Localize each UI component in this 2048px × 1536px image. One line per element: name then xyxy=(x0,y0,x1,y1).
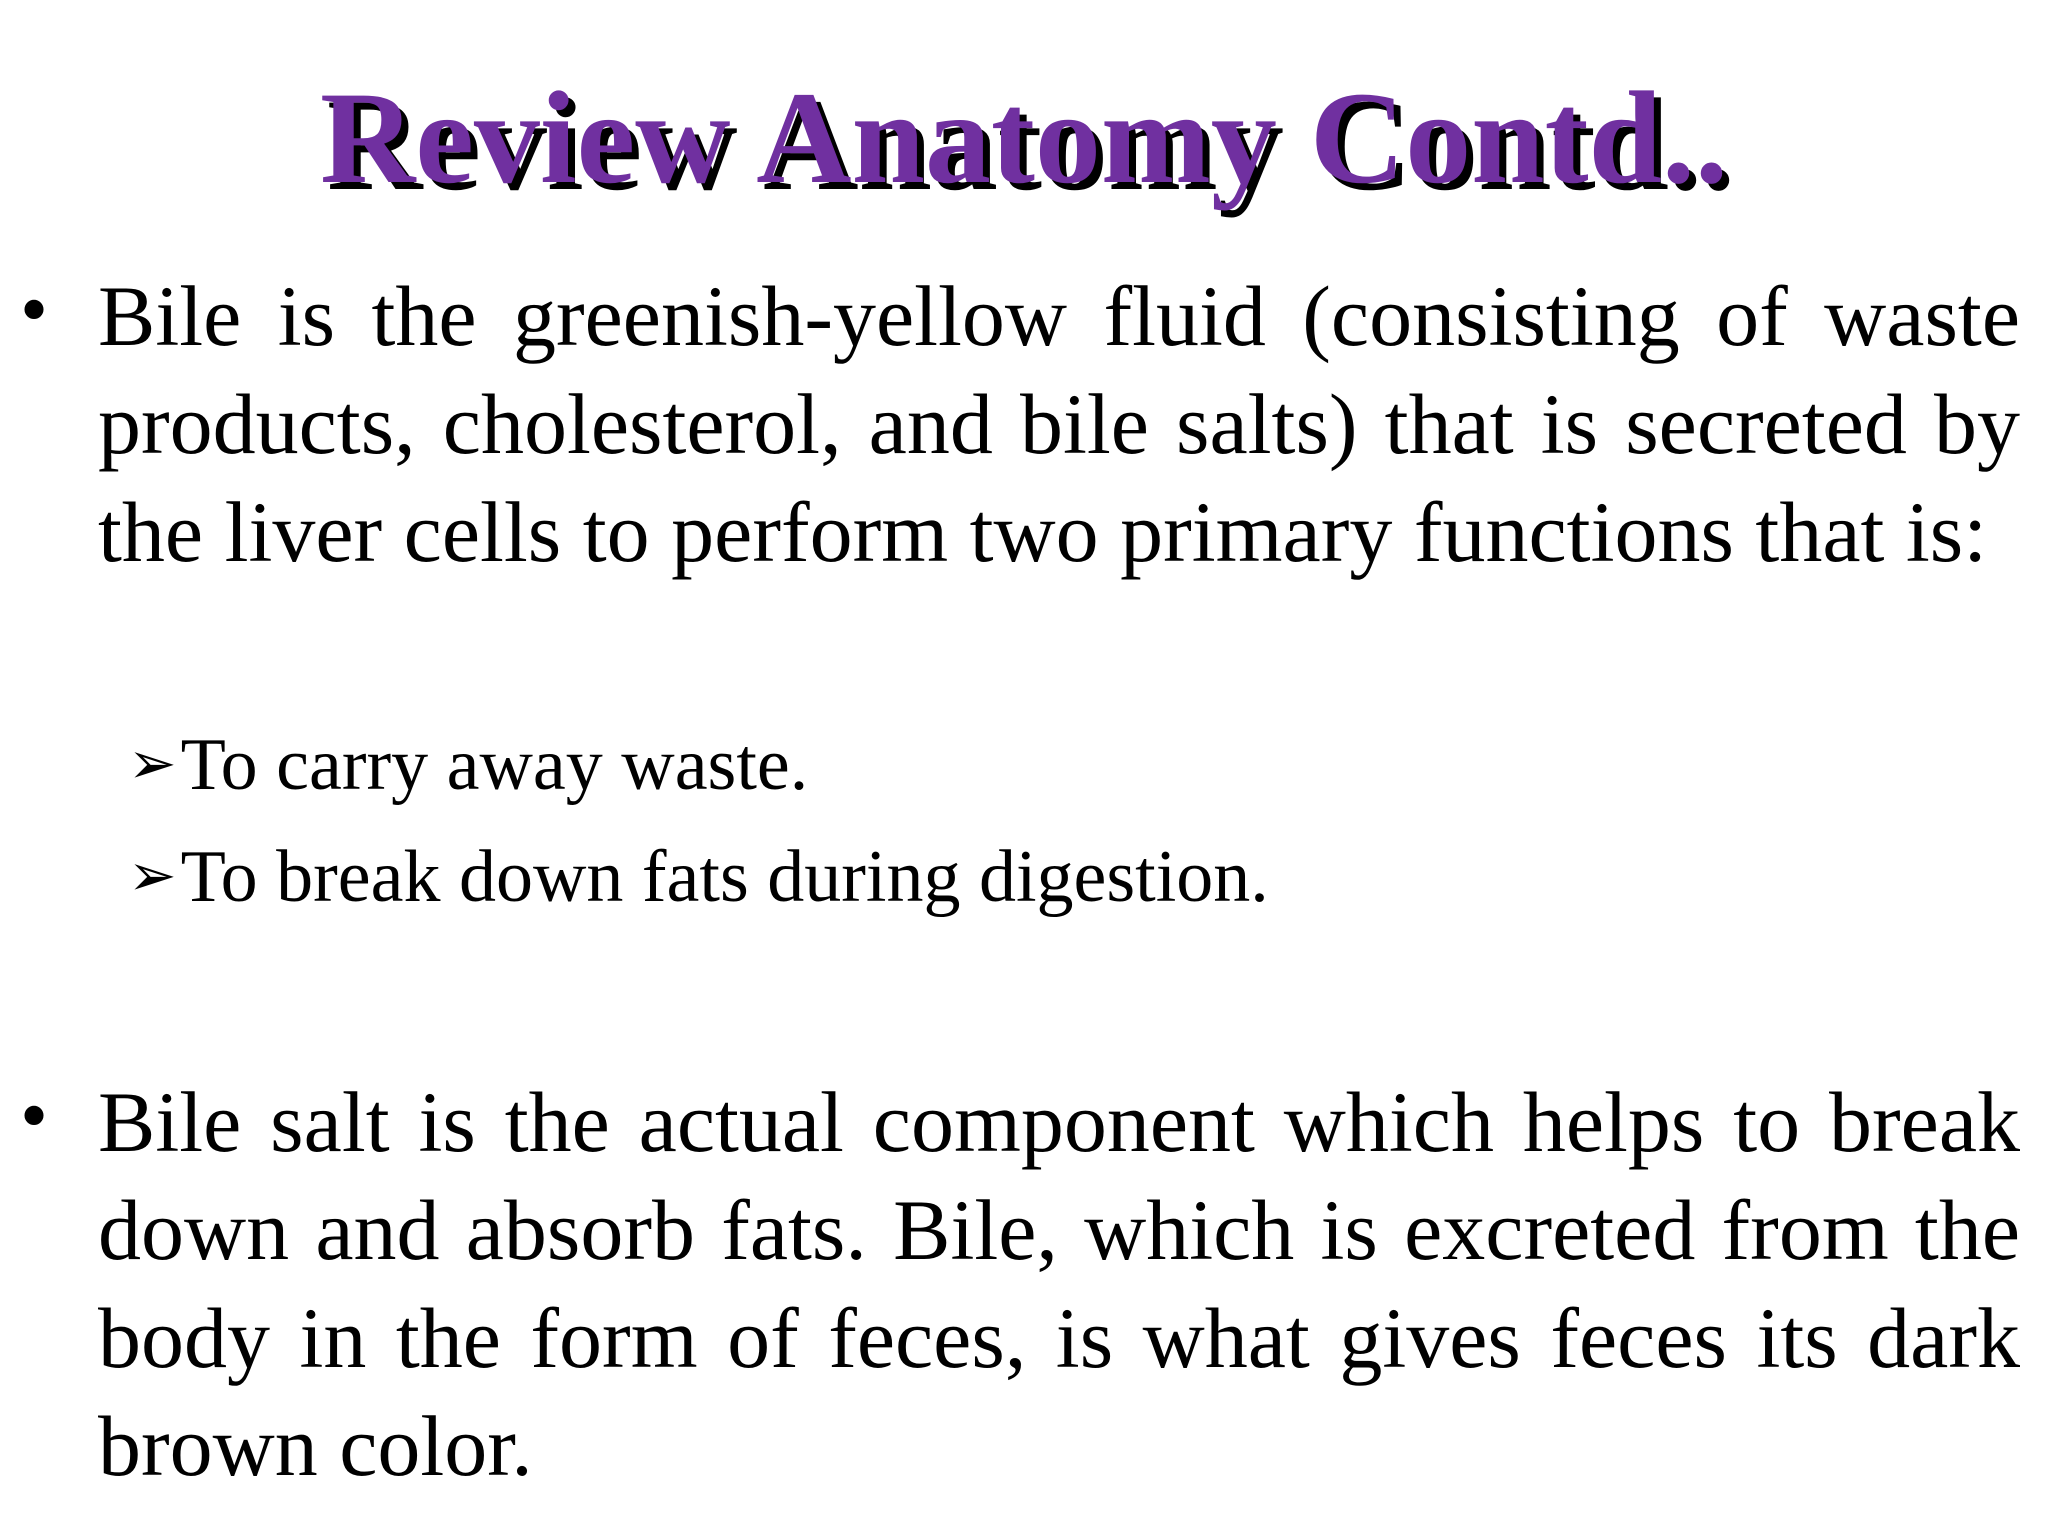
bullet-1-text: Bile is the greenish-yellow fluid (consisting of waste products, cholesterol, and bile salts) that is secreted by the liver cells to perform two primary functions that is: xyxy=(98,268,2020,580)
arrow-bullet-icon: ➢ xyxy=(128,841,177,909)
sub-item-1-text: To carry away waste. xyxy=(180,724,809,806)
slide-title: Review Anatomy Contd.. xyxy=(320,64,1728,211)
bullet-2-marker: • xyxy=(20,1072,49,1160)
sub-item-2 xyxy=(128,836,1269,918)
sub-item-1 xyxy=(128,724,809,806)
bullet-2-text: Bile salt is the actual component which helps to break down and absorb fats. Bile, which is excreted from the body in the form of feces, is what gives feces its dark brown color. xyxy=(98,1074,2020,1494)
sub-item-2-text: To break down fats during digestion. xyxy=(180,836,1269,918)
bullet-1-marker: • xyxy=(20,266,49,354)
arrow-bullet-icon: ➢ xyxy=(128,729,177,797)
